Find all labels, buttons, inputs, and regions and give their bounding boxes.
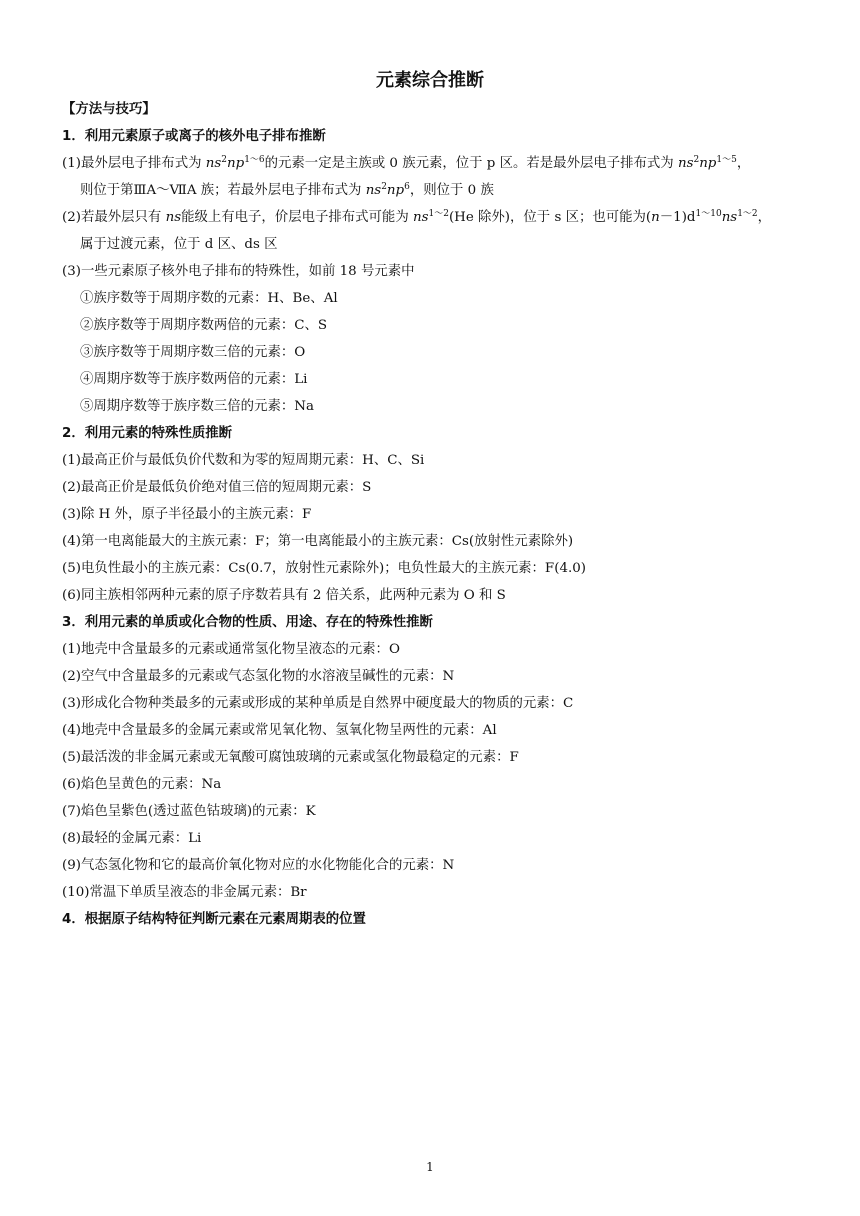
s2-item: (5)电负性最小的主族元素：Cs(0.7，放射性元素除外)；电负性最大的主族元素：F(4.0) bbox=[62, 561, 586, 576]
document-body bbox=[62, 96, 802, 933]
s2-item: (2)最高正价是最低负价绝对值三倍的短周期元素：S bbox=[62, 480, 372, 495]
superscript: 2 bbox=[693, 155, 700, 165]
np-term: np bbox=[386, 183, 405, 198]
s1-sub-item: ②族序数等于周期序数两倍的元素：C、S bbox=[80, 318, 328, 333]
superscript: 6 bbox=[404, 182, 410, 192]
s3-item: (10)常温下单质呈液态的非金属元素：Br bbox=[62, 885, 307, 900]
s2-item: (1)最高正价与最低负价代数和为零的短周期元素：H、C、Si bbox=[62, 453, 425, 468]
s3-item: (9)气态氢化物和它的最高价氧化物对应的水化物能化合的元素：N bbox=[62, 858, 455, 873]
page-number: 1 bbox=[426, 1160, 434, 1174]
section-4-heading: 4．根据原子结构特征判断元素在元素周期表的位置 bbox=[62, 912, 366, 927]
text: －1)d bbox=[659, 210, 696, 225]
ns-term: ns bbox=[365, 183, 382, 198]
text: (1)最外层电子排布式为 bbox=[62, 156, 206, 171]
ns-term: ns bbox=[721, 210, 738, 225]
text: (2)若最外层只有 bbox=[62, 210, 166, 225]
s3-item: (4)地壳中含量最多的金属元素或常见氧化物、氢氧化物呈两性的元素：Al bbox=[62, 723, 497, 738]
s3-item: (7)焰色呈紫色(透过蓝色钴玻璃)的元素：K bbox=[62, 804, 316, 819]
s1-item-2-line-2: 属于过渡元素，位于 d 区、ds 区 bbox=[80, 237, 278, 252]
s3-item: (8)最轻的金属元素：Li bbox=[62, 831, 202, 846]
s1-item-2-line-1 bbox=[62, 204, 802, 231]
superscript: 1～2 bbox=[428, 209, 449, 219]
np-term: np bbox=[226, 156, 245, 171]
page-title: 元素综合推断 bbox=[376, 70, 484, 91]
superscript: 1～6 bbox=[244, 155, 265, 165]
ns-term: ns bbox=[412, 210, 429, 225]
text: ， bbox=[757, 210, 772, 225]
superscript: 1～5 bbox=[716, 155, 737, 165]
superscript: 2 bbox=[221, 155, 227, 165]
s1-item-1-line-1 bbox=[62, 150, 802, 177]
s1-sub-item: ①族序数等于周期序数的元素：H、Be、Al bbox=[80, 291, 338, 306]
text: ，则位于 0 族 bbox=[409, 183, 494, 198]
s2-item: (3)除 H 外，原子半径最小的主族元素：F bbox=[62, 507, 312, 522]
s2-item: (4)第一电离能最大的主族元素：F；第一电离能最小的主族元素：Cs(放射性元素除外) bbox=[62, 534, 574, 549]
s3-item: (1)地壳中含量最多的元素或通常氢化物呈液态的元素：O bbox=[62, 642, 400, 657]
text: 能级上有电子，价层电子排布式可能为 bbox=[181, 210, 413, 225]
ns-term: ns bbox=[165, 210, 182, 225]
text: ， bbox=[736, 156, 751, 171]
s3-item: (6)焰色呈黄色的元素：Na bbox=[62, 777, 222, 792]
text: 则位于第ⅢA～ⅦA 族；若最外层电子排布式为 bbox=[80, 183, 366, 198]
s3-item: (5)最活泼的非金属元素或无氧酸可腐蚀玻璃的元素或氢化物最稳定的元素：F bbox=[62, 750, 519, 765]
s1-item-1-line-2 bbox=[62, 177, 802, 204]
np-term: np bbox=[699, 156, 717, 171]
section-1-heading: 1．利用元素原子或离子的核外电子排布推断 bbox=[62, 129, 326, 144]
method-heading: 【方法与技巧】 bbox=[62, 102, 156, 117]
section-3-heading: 3．利用元素的单质或化合物的性质、用途、存在的特殊性推断 bbox=[62, 615, 433, 630]
ns-term: ns bbox=[677, 156, 694, 171]
text: (He 除外)，位于 s 区；也可能为( bbox=[448, 210, 652, 225]
s1-sub-item: ③族序数等于周期序数三倍的元素：O bbox=[80, 345, 306, 360]
s1-item-3: (3)一些元素原子核外电子排布的特殊性，如前 18 号元素中 bbox=[62, 264, 415, 279]
s2-item: (6)同主族相邻两种元素的原子序数若具有 2 倍关系，此两种元素为 O 和 S bbox=[62, 588, 506, 603]
text: 的元素一定是主族或 0 族元素，位于 p 区。若是最外层电子排布式为 bbox=[264, 156, 678, 171]
section-2-heading: 2．利用元素的特殊性质推断 bbox=[62, 426, 233, 441]
s3-item: (3)形成化合物种类最多的元素或形成的某种单质是自然界中硬度最大的物质的元素：C bbox=[62, 696, 574, 711]
s1-sub-item: ④周期序数等于族序数两倍的元素：Li bbox=[80, 372, 308, 387]
s3-item: (2)空气中含量最多的元素或气态氢化物的水溶液呈碱性的元素：N bbox=[62, 669, 455, 684]
n-term: n bbox=[651, 210, 660, 225]
superscript: 1～10 bbox=[695, 209, 722, 219]
superscript: 2 bbox=[381, 182, 387, 192]
superscript: 1～2 bbox=[737, 209, 758, 219]
s1-sub-item: ⑤周期序数等于族序数三倍的元素：Na bbox=[80, 399, 314, 414]
ns-term: ns bbox=[205, 156, 222, 171]
